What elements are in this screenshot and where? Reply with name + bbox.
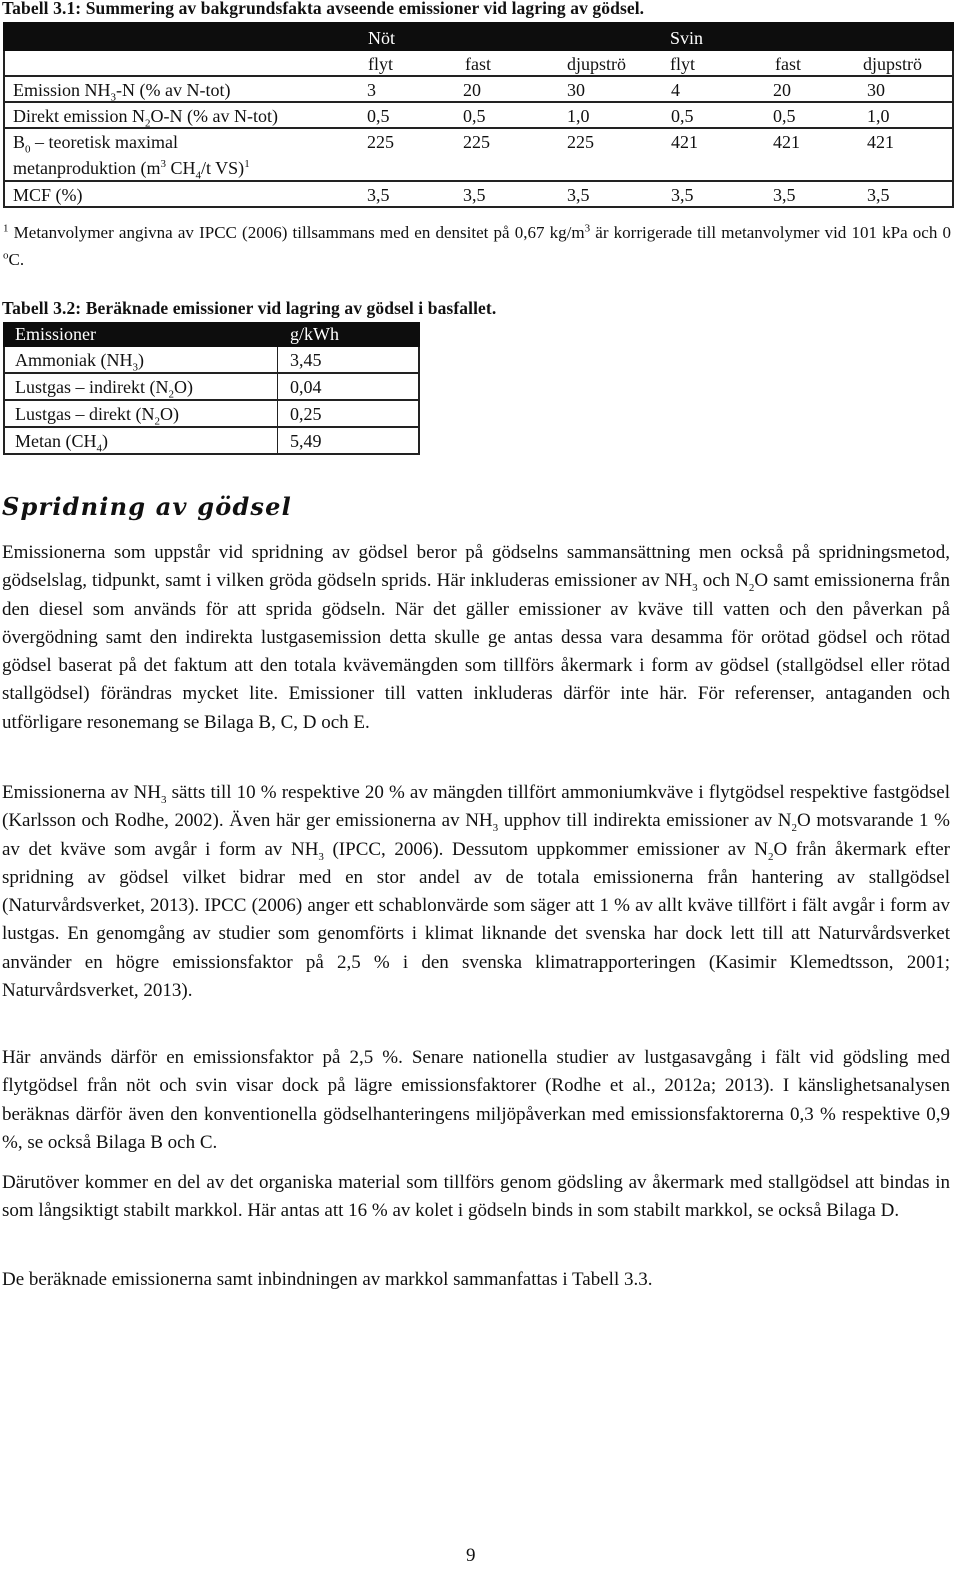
row-label: MCF (%): [13, 185, 83, 205]
table-cell: 225: [567, 132, 594, 152]
row-label: Direkt emission $N_2O-N$ (% av N-tot): [13, 106, 278, 130]
table-cell: 3,5: [367, 185, 390, 205]
paragraph: Här används därför en emissionsfaktor på 2,5 %. Senare nationella studier av lustgasavgång i fält vid gödsling med flytgödsel från nöt och svin visar dock på lägre emissionsfaktorer (Rodhe et al., 2012a; 2013). I känslighetsanalysen beräknas därför även den konventionella gödselhanteringens miljöpåverkan med emissionsfaktorerna 0,3 % respektive 0,9 %, se också Bilaga B och C.: [2, 1047, 950, 1153]
table-cell: 421: [671, 132, 698, 152]
header-svin: Svin: [670, 28, 704, 48]
table-row: [3, 428, 420, 455]
table-cell: 421: [867, 132, 894, 152]
table-row: [3, 401, 420, 428]
table-row: [3, 103, 954, 129]
column-divider: [277, 401, 278, 426]
table-row: [3, 374, 420, 401]
table-background-facts: [3, 22, 954, 208]
table-cell: 0,25: [290, 404, 322, 424]
paragraph: Emissionerna av $NH_3$ sätts till 10 % respektive 20 % av mängden tillfört ammoniumkväve i flytgödsel respektive fastgödsel (Karlsson och Rodhe, 2002). Även här ger emissionerna av $NH_3$ upphov till indirekta emissioner av $N_2O$ motsvarande 1 % av det kväve som avgår i form av $NH_3$ (IPCC, 2006). Dessutom uppkommer emissioner av $N_2O$ från åkermark efter spridning av gödsel vilket bidrar med en stor andel av de totala emissionerna från hantering av stallgödsel (Naturvårdsverket, 2013). IPCC (2006) anger ett schablonvärde som säger att 1 % av allt kväve tillfört i fält avgår i form av lustgas. En genomgång av studier som genomförts i klimat liknande det svenska har dock lett till att Naturvårdsverket använder en högre emissionsfaktor på 2,5 % i den svenska klimatrapporteringen (Kasimir Klemedtsson, 2001; Naturvårdsverket, 2013).: [2, 782, 951, 1002]
table-cell: 5,49: [290, 431, 322, 451]
sub-header: fast: [465, 54, 491, 74]
table-cell: 0,5: [671, 106, 694, 126]
header-not: Nöt: [368, 28, 395, 48]
table-row: [3, 77, 954, 103]
table-cell: 3,5: [463, 185, 486, 205]
column-divider: [277, 347, 278, 372]
column-divider: [277, 428, 278, 453]
table-cell: 0,5: [367, 106, 390, 126]
sub-header: flyt: [368, 54, 393, 74]
table1-group-header-row: [3, 22, 954, 51]
table1-sub-header-row: [3, 51, 954, 77]
table-cell: 3,5: [867, 185, 890, 205]
paragraph: Därutöver kommer en del av det organiska material som tillförs genom gödsling av åkermark med stallgödsel att bindas in som långsiktigt stabilt markkol. Här antas att 16 % av kolet i gödseln binds in som stabilt markkol, se också Bilaga D.: [2, 1172, 950, 1222]
column-divider: [277, 374, 278, 399]
sub-header: djupströ: [863, 54, 923, 74]
table-cell: 3,5: [567, 185, 590, 205]
row-label: $B_0$ – teoretisk maximal: [13, 132, 178, 156]
table-cell: 20: [773, 80, 791, 100]
table-row: [3, 129, 954, 182]
sub-header: fast: [775, 54, 801, 74]
row-label: Metan $(CH_4)$: [15, 431, 108, 455]
table-cell: 421: [773, 132, 800, 152]
sub-header: djupströ: [567, 54, 627, 74]
table-cell: 3,5: [671, 185, 694, 205]
table2-caption: Tabell 3.2: Beräknade emissioner vid lagring av gödsel i basfallet.: [2, 298, 497, 318]
row-label: Ammoniak $(NH_3)$: [15, 350, 144, 374]
page-number: 9: [466, 1545, 476, 1566]
table-cell: 0,5: [463, 106, 486, 126]
table-cell: 1,0: [867, 106, 890, 126]
table2-header-row: [3, 322, 420, 347]
table1-footnote: $^1$ Metanvolymer angivna av IPCC (2006) tillsammans med en densitet på 0,67 $kg/m^3$ är korrigerade till metanvolymer vid 101 kPa och 0 $^o$C.: [3, 222, 951, 269]
column-header: Emissioner: [15, 324, 96, 344]
table-row: [3, 182, 954, 208]
paragraph: Emissionerna som uppstår vid spridning av gödsel beror på gödselns sammansättning men också på spridningsmetod, gödselslag, tidpunkt, samt i vilken gröda gödseln sprids. Här inkluderas emissioner av $NH_3$ och $N_2O$ samt emissionerna från den diesel som används för att sprida gödseln. När det gäller emissioner av kväve till vatten och den påverkan på övergödning samt den indirekta lustgasemission detta skulle ge antas dessa vara desamma för orötad gödsel och rötad gödsel baserat på det faktum att den totala kvävemängden som tillförs åkermark i form av gödsel (stallgödsel eller rötad stallgödsel) förändras mycket lite. Emissioner till vatten inkluderas därför inte här. För referenser, antaganden och utförligare resonemang se Bilaga B, C, D och E.: [2, 542, 950, 733]
table-cell: 30: [567, 80, 585, 100]
table-cell: 3,5: [773, 185, 796, 205]
table-cell: 30: [867, 80, 885, 100]
table-cell: 225: [367, 132, 394, 152]
section-heading: Spridning av gödsel: [2, 492, 292, 521]
row-label: Lustgas – indirekt $(N_2O)$: [15, 377, 193, 401]
table-cell: 3,45: [290, 350, 322, 370]
table-row: [3, 347, 420, 374]
row-label-line2: metanproduktion ($m^3$ $CH_4/t$ VS)$^1$: [13, 158, 250, 182]
table-cell: 0,04: [290, 377, 322, 397]
row-label: Emission $NH_3-N$ (% av N-tot): [13, 80, 231, 104]
table-cell: 0,5: [773, 106, 796, 126]
table1-caption: Tabell 3.1: Summering av bakgrundsfakta avseende emissioner vid lagring av gödsel.: [2, 0, 645, 18]
row-label: Lustgas – direkt $(N_2O)$: [15, 404, 179, 428]
table-storage-emissions: [3, 322, 420, 455]
paragraph: De beräknade emissionerna samt inbindningen av markkol sammanfattas i Tabell 3.3.: [2, 1269, 653, 1290]
table-cell: 20: [463, 80, 481, 100]
column-header: g/kWh: [290, 324, 339, 344]
table-cell: 225: [463, 132, 490, 152]
table-cell: 3: [367, 80, 376, 100]
table-cell: 1,0: [567, 106, 590, 126]
sub-header: flyt: [670, 54, 695, 74]
table-cell: 4: [671, 80, 680, 100]
